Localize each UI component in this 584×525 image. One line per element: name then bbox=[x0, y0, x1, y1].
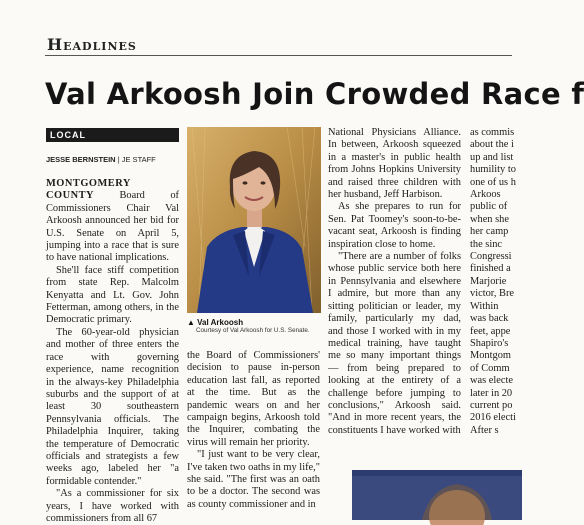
column-4-line: Arkoos bbox=[470, 189, 501, 201]
section-rule bbox=[45, 55, 512, 56]
column-4-line: public of bbox=[470, 201, 508, 213]
paragraph: As she prepares to run for Sen. Pat Toomey's soon-to-be-vacant seat, Arkoosh is finding inspiration close to home. bbox=[328, 201, 461, 250]
column-4-line: about the i bbox=[470, 139, 514, 151]
column-4-line: Congressi bbox=[470, 251, 512, 263]
triangle-icon: ▲ bbox=[187, 318, 198, 327]
portrait-image bbox=[187, 127, 321, 313]
column-4-line: up and list bbox=[470, 151, 514, 163]
column-4-line: Within bbox=[470, 300, 499, 312]
column-4-line: finished a bbox=[470, 263, 511, 275]
headline: Val Arkoosh Join Crowded Race f bbox=[45, 77, 584, 111]
section-title: Headlines bbox=[47, 35, 137, 54]
article-column-3 bbox=[328, 127, 461, 437]
column-4-line: was back bbox=[470, 313, 509, 325]
paragraph: the Board of Commissioners' decision to pause in-person education last fall, as reported at the time. But as the pandemic wears on and her campaign begins, Arkoosh told the Inquirer, combating the virus will remain her priority. bbox=[187, 350, 320, 448]
column-4-line: feet, appe bbox=[470, 325, 511, 337]
article-column-4 bbox=[470, 127, 530, 437]
paragraph: "As a commissioner for six years, I have worked with commissioners from all 67 bbox=[46, 488, 179, 524]
column-4-line: 2016 electi bbox=[470, 412, 516, 424]
column-4-line: one of us h bbox=[470, 176, 516, 188]
column-4-line: Marjorie bbox=[470, 275, 507, 287]
caption-name-text: Val Arkoosh bbox=[197, 318, 244, 327]
column-4-line: victor, Bre bbox=[470, 288, 515, 300]
paragraph: "There are a number of folks whose public service both here in Pennsylvania and elsewhere I admire, but more than any sitting politician or leader, my family, particularly my dad, and those I worked with in my medical training, have taught me so many important things — from being prepared to looking at the entirety of a challenge before jumping to conclusions," Arkoosh said. "And in more recent years, the constituents I have worked with bbox=[328, 251, 461, 436]
portrait-photo bbox=[187, 127, 321, 313]
photo-caption-name bbox=[187, 318, 243, 327]
photo-caption-credit: Courtesy of Val Arkoosh for U.S. Senate. bbox=[196, 327, 310, 334]
column-4-line: current po bbox=[470, 399, 513, 411]
byline bbox=[46, 155, 156, 164]
secondary-photo bbox=[352, 470, 522, 520]
section-tag: LOCAL bbox=[46, 128, 179, 142]
column-4-line: Shapiro's bbox=[470, 337, 509, 349]
byline-role: | JE STAFF bbox=[115, 155, 156, 164]
column-4-line: her camp bbox=[470, 226, 509, 238]
column-4-line: when she bbox=[470, 213, 509, 225]
secondary-image bbox=[352, 470, 522, 520]
byline-author: JESSE BERNSTEIN bbox=[46, 155, 116, 164]
article-column-2 bbox=[187, 350, 320, 511]
column-4-line: humility to bbox=[470, 164, 516, 176]
column-4-line: After s bbox=[470, 424, 499, 436]
paragraph: She'll face stiff competition from state Rep. Malcolm Kenyatta and Lt. Gov. John Fetterman, among others, in the Democratic primary. bbox=[46, 264, 179, 326]
column-4-line: as commis bbox=[470, 127, 515, 138]
column-4-line: of Comm bbox=[470, 362, 510, 374]
paragraph: Board of Commissioners Chair Val Arkoosh announced her bid for U.S. Senate on April 5, jumping into a race that is sure to have national implications. bbox=[46, 190, 179, 264]
paragraph: "I just want to be very clear, I've taken two oaths in my life," she said. "The first was an oath to be a doctor. The second was as county commissioner and in bbox=[187, 449, 320, 510]
column-4-line: Montgom bbox=[470, 350, 511, 362]
paragraph: National Physicians Alliance. In between, Arkoosh squeezed in a master's in public health from Johns Hopkins University and raised three children with her husband, Jeff Harbison. bbox=[328, 127, 461, 201]
column-4-line: the sinc bbox=[470, 238, 503, 250]
column-4-line: was electe bbox=[470, 375, 513, 387]
paragraph: The 60-year-old physician and mother of three enters the race with governing experience, name recognition in the always-key Philadelphia suburbs and the support of at least 30 southeastern Pennsylvania officials. The Philadelphia Inquirer, taking the temperature of Democratic officials and strategists a few weeks ago, labeled her "a formidable contender." bbox=[46, 326, 179, 487]
column-4-line: later in 20 bbox=[470, 387, 513, 399]
article-column-1 bbox=[46, 178, 179, 525]
dateline: MONTGOMERY COUNTY bbox=[46, 178, 131, 202]
